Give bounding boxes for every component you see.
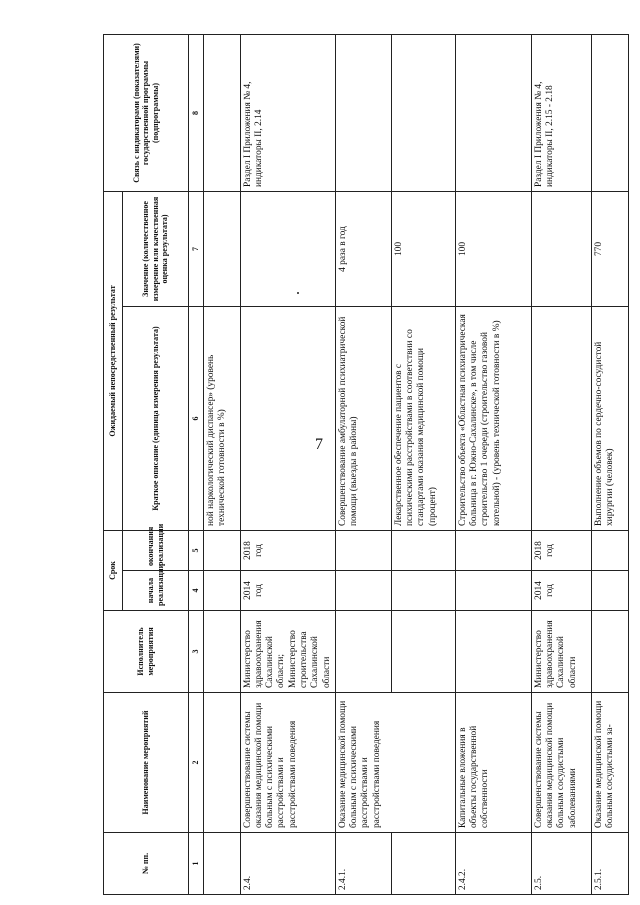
row-name: Совершенствование системы оказания медицинской помощи больным сосудистыми заболеваниями — [531, 693, 591, 833]
row-executor — [591, 611, 628, 693]
row-num: 2.5. — [531, 833, 591, 895]
row-desc: Лекарственное обеспечение пациентов с психическими расстройствами в соответствии со стандартами оказания медицинской помощи (процент) — [391, 307, 455, 531]
col-number: 8 — [189, 35, 204, 192]
row-desc: Совершенствование амбулаторной психиатрической помощи (выезды в районы) — [335, 307, 391, 531]
row-name — [203, 693, 240, 833]
row-start: 2014 год — [531, 571, 591, 611]
row-executor — [391, 611, 455, 693]
header-value: Значение (количественное измерение или качественная оценка результата) — [123, 192, 189, 307]
header-link: Связь с индикаторами (показателями) государственной программы (подпрограммы) — [104, 35, 189, 192]
col-number: 7 — [189, 192, 204, 307]
row-value — [531, 192, 591, 307]
row-value: 100 — [455, 192, 531, 307]
row-end — [203, 531, 240, 571]
header-end: окончания реализации — [123, 531, 189, 571]
row-executor: Министерство здравоохранения Сахалинской области; Министерство строительства Сахалинской области — [240, 611, 335, 693]
table-row — [591, 35, 628, 895]
table-row — [203, 35, 240, 895]
row-end: 2018 год — [240, 531, 335, 571]
row-desc: ной наркологический диспансер» (уровень технической готовности в %) — [203, 307, 240, 531]
col-number: 5 — [189, 531, 204, 571]
row-end — [391, 531, 455, 571]
row-link — [391, 35, 455, 192]
row-end — [455, 531, 531, 571]
row-end — [335, 531, 391, 571]
row-start — [203, 571, 240, 611]
row-executor: Министерство здравоохранения Сахалинской области — [531, 611, 591, 693]
header-start: начала реализации — [123, 571, 189, 611]
row-num: 2.4.1. — [335, 833, 391, 895]
row-name: Совершенствование системы оказания медицинской помощи больным с психическими расстройствами и расстройствами поведения — [240, 693, 335, 833]
header-desc: Краткое описание (единица измерения результата) — [123, 307, 189, 531]
row-start — [591, 571, 628, 611]
table-row — [531, 35, 591, 895]
col-number: 4 — [189, 571, 204, 611]
row-end — [591, 531, 628, 571]
col-number: 3 — [189, 611, 204, 693]
page-number: 7 — [315, 436, 323, 453]
row-value: 770 — [591, 192, 628, 307]
row-executor — [203, 611, 240, 693]
header-term: Срок — [104, 531, 123, 611]
row-name: Оказание медицинской помощи больным с психическими расстройствами и расстройствами поведения — [335, 693, 455, 833]
header-executor: Исполнитель мероприятия — [104, 611, 189, 693]
col-number: 6 — [189, 307, 204, 531]
header-name: Наименование мероприятий — [104, 693, 189, 833]
row-value — [240, 192, 335, 307]
row-desc: Строительство объекта «Областная психиатрическая больница в г. Южно-Сахалинске», в том числе строительство 1 очереди (строительство газовой котельной) - (уровень технической готовности в %) — [455, 307, 531, 531]
row-name: Оказание медицинской помощи больным сосудистыми за- — [591, 693, 628, 833]
row-num: 2.4. — [240, 833, 335, 895]
row-start: 2014 год — [240, 571, 335, 611]
row-link — [335, 35, 391, 192]
row-link: Раздел I Приложения № 4, индикаторы II, 2.14 — [240, 35, 335, 192]
row-value: 100 — [391, 192, 455, 307]
row-name: Капитальные вложения в объекты государственной собственности — [455, 693, 531, 833]
row-start — [455, 571, 531, 611]
header-num: № пп. — [104, 833, 189, 895]
col-number: 1 — [189, 833, 204, 895]
row-link: Раздел I Приложения № 4, индикаторы II, 2.15 - 2.18 — [531, 35, 591, 192]
row-num — [391, 833, 455, 895]
row-link — [591, 35, 628, 192]
table-row — [335, 35, 391, 895]
table-row — [240, 35, 335, 895]
row-value — [203, 192, 240, 307]
row-executor — [335, 611, 391, 693]
row-desc: Выполнение объемов по сердечно-сосудистой хирургии (человек) — [591, 307, 628, 531]
row-link — [455, 35, 531, 192]
header-result: Ожидаемый непосредственный результат — [104, 192, 123, 531]
row-executor — [455, 611, 531, 693]
row-num: 2.4.2. — [455, 833, 531, 895]
row-value: 4 раза в год — [335, 192, 391, 307]
program-table — [103, 34, 629, 895]
row-start — [391, 571, 455, 611]
row-desc — [240, 307, 335, 531]
row-end: 2018 год — [531, 531, 591, 571]
row-start — [335, 571, 391, 611]
row-link — [203, 35, 240, 192]
row-num: 2.5.1. — [591, 833, 628, 895]
rotated-table-container — [103, 35, 616, 895]
row-num — [203, 833, 240, 895]
row-desc — [531, 307, 591, 531]
table-row — [455, 35, 531, 895]
col-number: 2 — [189, 693, 204, 833]
